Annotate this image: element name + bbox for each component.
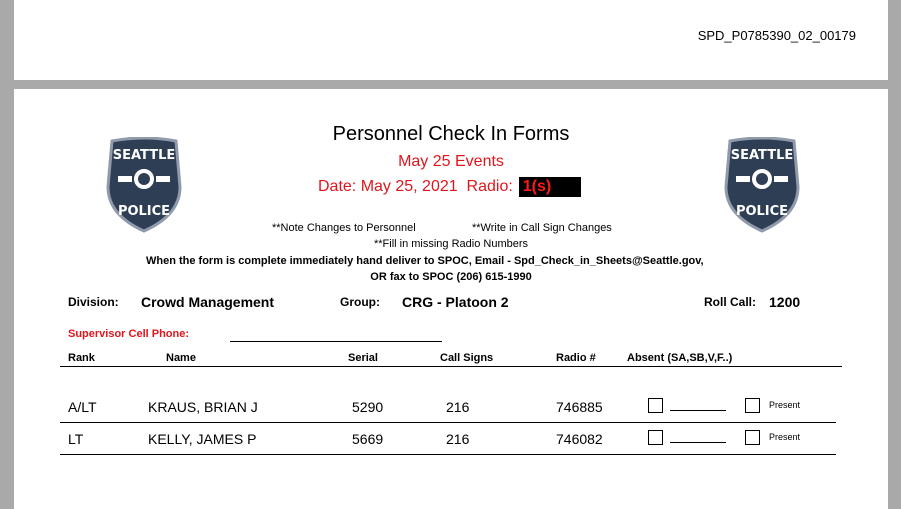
- row-rank: A/LT: [68, 399, 97, 415]
- note-fax: OR fax to SPOC (206) 615-1990: [370, 271, 532, 283]
- row-divider: [60, 422, 836, 423]
- seattle-police-badge-icon-left: [104, 137, 184, 233]
- document-id: SPD_P0785390_02_00179: [697, 28, 856, 43]
- date-line: [318, 177, 581, 197]
- row-radio: 746082: [556, 431, 603, 447]
- form-page: [14, 89, 888, 509]
- header-divider: [60, 366, 842, 367]
- present-label: Present: [769, 400, 801, 410]
- row-serial: 5669: [352, 431, 384, 447]
- row-rank: LT: [68, 431, 84, 447]
- row-name: KRAUS, BRIAN J: [148, 399, 258, 415]
- col-call-signs: Call Signs: [440, 352, 494, 364]
- event-name: May 25 Events: [398, 153, 504, 170]
- col-name: Name: [166, 352, 196, 364]
- absent-checkbox[interactable]: [648, 430, 663, 445]
- badge-line2: POLICE: [117, 204, 171, 219]
- present-checkbox[interactable]: [745, 430, 760, 445]
- division-label: Division:: [68, 295, 119, 309]
- division-value: Crowd Management: [141, 294, 275, 310]
- form-title: Personnel Check In Forms: [332, 123, 570, 145]
- row-name: KELLY, JAMES P: [148, 431, 257, 447]
- note-call-sign: **Write in Call Sign Changes: [472, 222, 612, 234]
- radio-label: Radio:: [466, 178, 513, 195]
- group-label: Group:: [340, 295, 380, 309]
- note-deliver: When the form is complete immediately hand deliver to SPOC, Email - Spd_Check_in_Sheets@Seattle.gov,: [146, 255, 704, 267]
- event-date: Date: May 25, 2021: [318, 178, 458, 195]
- group-value: CRG - Platoon 2: [402, 294, 509, 310]
- absent-reason-line[interactable]: [670, 442, 726, 443]
- row-divider: [60, 454, 836, 455]
- note-changes: **Note Changes to Personnel: [272, 222, 416, 234]
- row-call-sign: 216: [446, 399, 470, 415]
- col-serial: Serial: [348, 352, 378, 364]
- present-checkbox[interactable]: [745, 398, 760, 413]
- col-rank: Rank: [68, 352, 95, 364]
- badge-line1-right: SEATTLE: [730, 148, 794, 163]
- row-call-sign: 216: [446, 431, 470, 447]
- page-top: [14, 0, 888, 80]
- rollcall-value: 1200: [769, 294, 801, 310]
- supervisor-phone-line[interactable]: [230, 341, 442, 342]
- col-radio: Radio #: [556, 352, 596, 364]
- badge-line2-right: POLICE: [735, 204, 789, 219]
- row-serial: 5290: [352, 399, 384, 415]
- present-label: Present: [769, 432, 801, 442]
- rollcall-label: Roll Call:: [704, 295, 757, 309]
- absent-reason-line[interactable]: [670, 410, 726, 411]
- radio-redacted-value: 1(s): [519, 177, 581, 197]
- col-absent: Absent (SA,SB,V,F..): [627, 352, 733, 364]
- supervisor-phone-label: Supervisor Cell Phone:: [68, 328, 190, 340]
- absent-checkbox[interactable]: [648, 398, 663, 413]
- badge-line1: SEATTLE: [112, 148, 176, 163]
- row-radio: 746885: [556, 399, 603, 415]
- note-radio-numbers: **Fill in missing Radio Numbers: [373, 238, 529, 250]
- seattle-police-badge-icon-right: [722, 137, 802, 233]
